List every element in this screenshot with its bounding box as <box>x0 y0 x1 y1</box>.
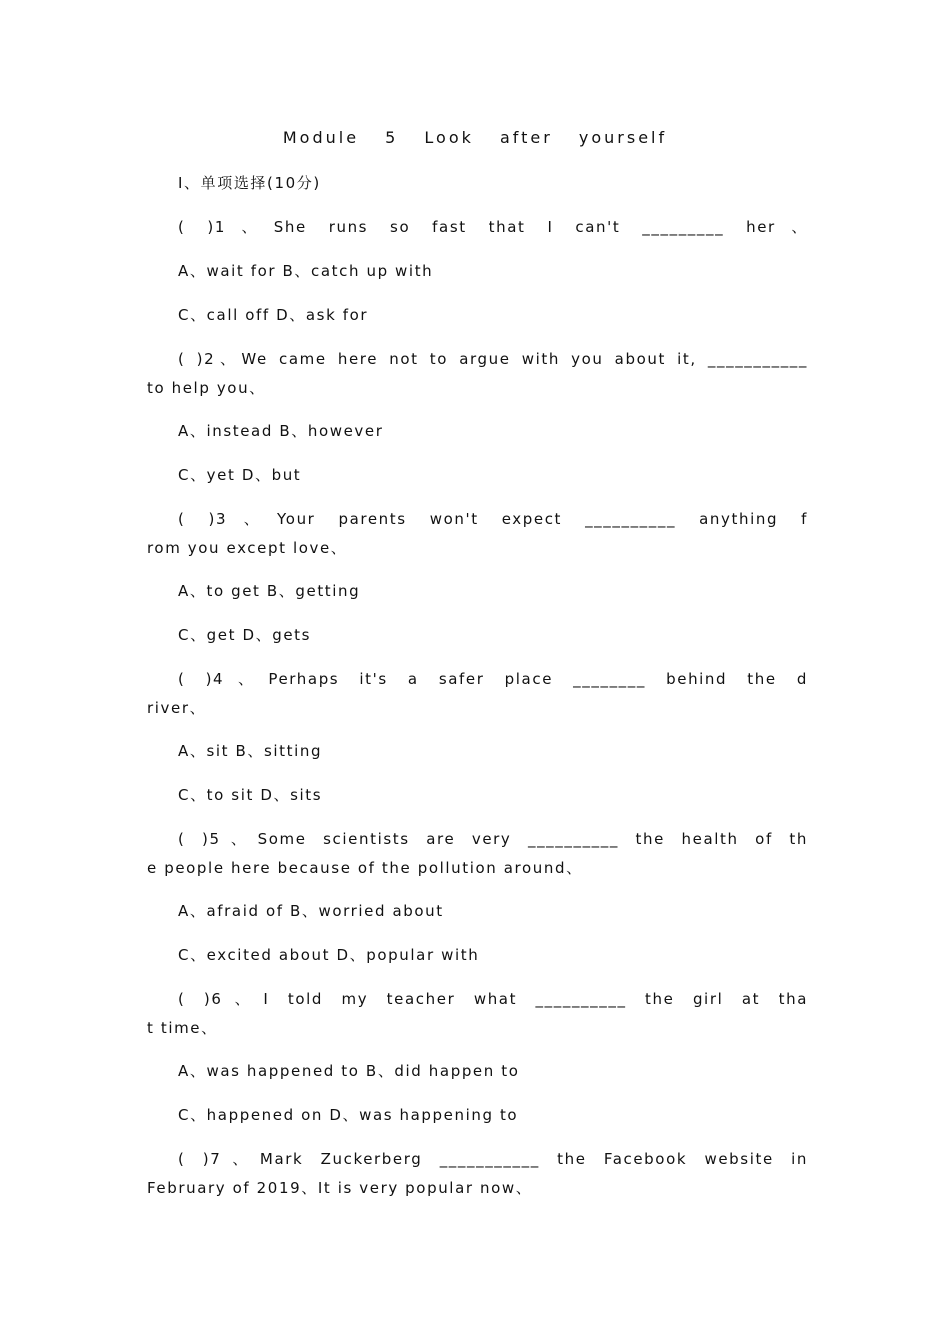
question-2-line-1: ( )2、We came here not to argue with you about it, ___________ <box>178 350 808 368</box>
question-3-options-ab: A、to get B、getting <box>178 582 361 600</box>
question-5-options-cd: C、excited about D、popular with <box>178 946 480 964</box>
question-1-options-cd: C、call off D、ask for <box>178 306 369 324</box>
question-7-line-2: February of 2019、It is very popular now、 <box>147 1179 533 1197</box>
section-heading: Ⅰ、单项选择(10分) <box>178 174 321 192</box>
question-4-line-1: ( )4、Perhaps it's a safer place ________ behind the d <box>178 670 808 688</box>
question-1-line-1: ( )1、She runs so fast that I can't _________ her、 <box>178 218 808 236</box>
question-4-options-cd: C、to sit D、sits <box>178 786 323 804</box>
question-6-line-2: t time、 <box>147 1019 218 1037</box>
question-7-line-1: ( )7、Mark Zuckerberg ___________ the Facebook website in <box>178 1150 808 1168</box>
question-5-options-ab: A、afraid of B、worried about <box>178 902 444 920</box>
question-4-options-ab: A、sit B、sitting <box>178 742 323 760</box>
question-2-line-2: to help you、 <box>147 379 266 397</box>
question-2-options-ab: A、instead B、however <box>178 422 384 440</box>
question-3-line-2: rom you except love、 <box>147 539 348 557</box>
question-4-line-2: river、 <box>147 699 207 717</box>
question-6-options-ab: A、was happened to B、did happen to <box>178 1062 520 1080</box>
question-1-options-ab: A、wait for B、catch up with <box>178 262 434 280</box>
question-5-line-1: ( )5、Some scientists are very __________ the health of th <box>178 830 808 848</box>
question-6-options-cd: C、happened on D、was happening to <box>178 1106 519 1124</box>
question-3-options-cd: C、get D、gets <box>178 626 312 644</box>
question-6-line-1: ( )6、I told my teacher what __________ the girl at tha <box>178 990 808 1008</box>
page-title: Module 5 Look after yourself <box>282 128 668 147</box>
question-3-line-1: ( )3、Your parents won't expect __________ anything f <box>178 510 808 528</box>
question-2-options-cd: C、yet D、but <box>178 466 302 484</box>
question-5-line-2: e people here because of the pollution around、 <box>147 859 583 877</box>
